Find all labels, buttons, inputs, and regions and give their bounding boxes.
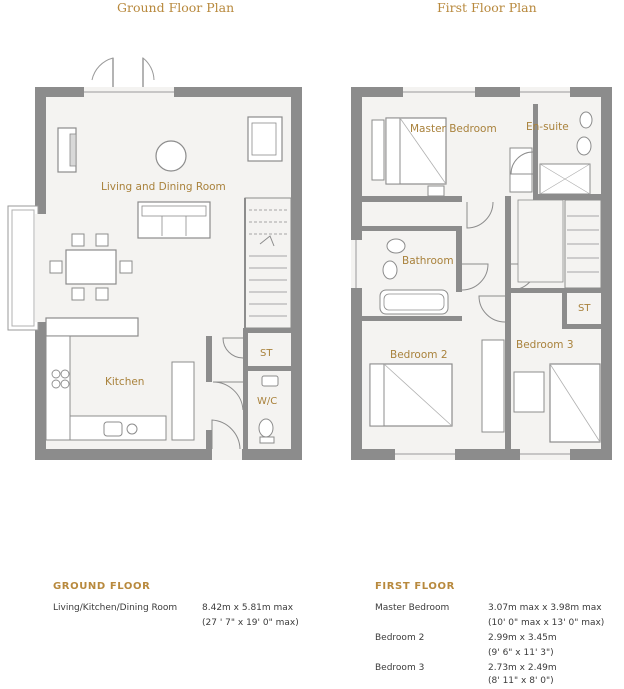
sofa: [138, 202, 210, 238]
ensuite-basin: [577, 137, 591, 155]
room-name: Master Bedroom: [375, 603, 450, 613]
ground-staircase: [245, 198, 291, 328]
room-label-bathroom: Bathroom: [402, 255, 454, 267]
room-dimensions-metric: 3.07m max x 3.98m max: [488, 603, 602, 613]
room-label-bedroom3: Bedroom 3: [516, 339, 574, 351]
schedule-row: [375, 633, 615, 663]
st-wc-wall: [243, 328, 248, 449]
room-label-living: Living and Dining Room: [101, 181, 226, 193]
room-label-st-first: ST: [578, 303, 591, 314]
first-floor-plan: [351, 87, 612, 460]
coffee-table: [156, 141, 186, 171]
ensuite-wall: [533, 104, 538, 200]
wc-basin: [262, 376, 278, 386]
room-label-bedroom2: Bedroom 2: [390, 349, 448, 361]
armchair: [248, 117, 282, 161]
room-name: Bedroom 2: [375, 633, 425, 643]
bathroom-wall: [362, 226, 462, 231]
dining-chair: [120, 261, 132, 273]
room-dimensions-imperial: (27 ' 7" x 19' 0" max): [202, 618, 299, 628]
bathroom-basin: [387, 239, 405, 253]
room-dimensions-imperial: (10' 0" max x 13' 0" max): [488, 618, 605, 628]
ground-floor-plan: [8, 58, 302, 460]
first-floor-heading: FIRST FLOOR: [375, 581, 455, 592]
landing-wall: [505, 196, 511, 449]
dining-chair: [96, 288, 108, 300]
dining-table: [66, 250, 116, 284]
french-door-left: [92, 58, 113, 87]
wardrobe: [372, 120, 384, 180]
schedule-row: [375, 663, 615, 689]
kitchen-sink: [104, 422, 122, 436]
room-dimensions-metric: 8.42m x 5.81m max: [202, 603, 294, 613]
dining-chair: [96, 234, 108, 246]
fridge: [172, 362, 194, 440]
room-name: Bedroom 3: [375, 663, 425, 673]
room-dimensions-metric: 2.99m x 3.45m: [488, 633, 557, 643]
schedule-row: [375, 603, 615, 633]
desk: [482, 340, 504, 432]
room-dimensions-imperial: (8' 11" x 8' 0"): [488, 676, 554, 686]
ensuite-toilet: [580, 112, 592, 128]
dining-chair: [72, 288, 84, 300]
french-door-right: [143, 58, 154, 87]
room-label-wc: W/C: [257, 396, 278, 407]
room-label-st-ground: ST: [260, 348, 273, 359]
kitchen-peninsula: [46, 318, 138, 336]
schedule-row: [53, 603, 313, 633]
master-bedroom-wall: [362, 196, 462, 202]
dining-chair: [72, 234, 84, 246]
room-label-kitchen: Kitchen: [105, 376, 145, 388]
wc-toilet: [259, 419, 273, 437]
first-floor-title: First Floor Plan: [437, 0, 537, 15]
ground-floor-title: Ground Floor Plan: [117, 0, 235, 15]
ground-floor-heading: GROUND FLOOR: [53, 581, 151, 592]
room-label-ensuite: En-suite: [526, 121, 569, 133]
room-dimensions-imperial: (9' 6" x 11' 3"): [488, 648, 554, 658]
room-label-master: Master Bedroom: [410, 123, 497, 135]
room-name: Living/Kitchen/Dining Room: [53, 603, 178, 613]
dining-chair: [50, 261, 62, 273]
room-dimensions-metric: 2.73m x 2.49m: [488, 663, 557, 673]
bathroom-toilet: [383, 261, 397, 279]
